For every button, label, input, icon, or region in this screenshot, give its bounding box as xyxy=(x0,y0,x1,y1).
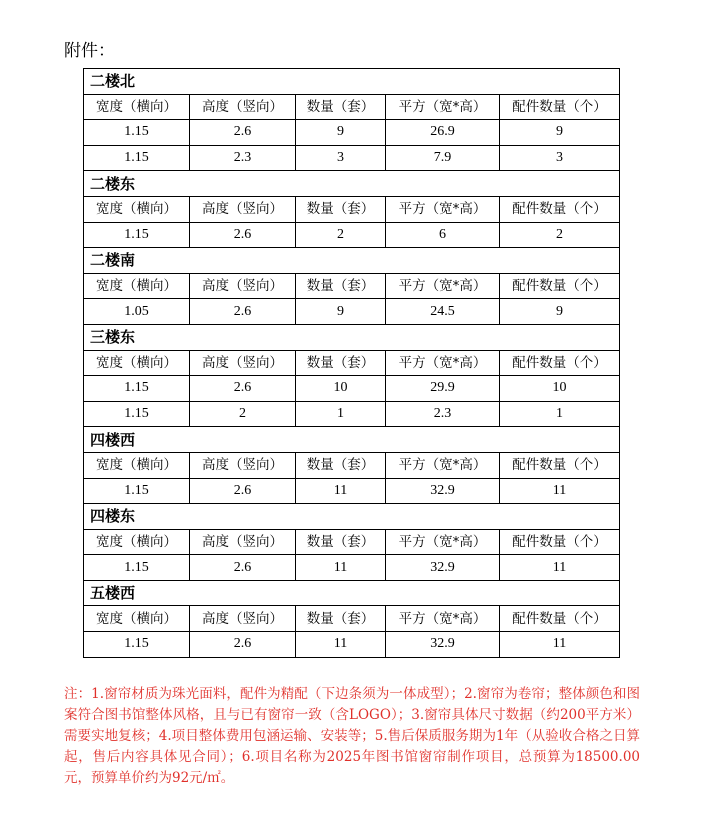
section-title: 四楼西 xyxy=(84,427,620,453)
section-row xyxy=(84,580,620,606)
table-row xyxy=(84,478,620,504)
table-row xyxy=(84,632,620,658)
section-row xyxy=(84,427,620,453)
table-cell: 1.15 xyxy=(84,401,190,427)
section-title: 二楼北 xyxy=(84,69,620,95)
table-cell: 11 xyxy=(500,478,620,504)
table-row xyxy=(84,222,620,248)
section-row xyxy=(84,248,620,274)
column-header-row xyxy=(84,529,620,555)
table-cell: 3 xyxy=(296,145,386,171)
column-header: 配件数量（个） xyxy=(500,350,620,376)
table-cell: 9 xyxy=(296,299,386,325)
table-cell: 9 xyxy=(296,120,386,146)
section-title: 五楼西 xyxy=(84,580,620,606)
table-cell: 2.6 xyxy=(190,478,296,504)
column-header: 平方（宽*高） xyxy=(386,529,500,555)
section-row xyxy=(84,171,620,197)
table-row xyxy=(84,401,620,427)
table-cell: 2.6 xyxy=(190,555,296,581)
attachment-label: 附件： xyxy=(64,41,115,61)
column-header: 数量（套） xyxy=(296,273,386,299)
column-header: 高度（竖向） xyxy=(190,196,296,222)
table-cell: 1.15 xyxy=(84,478,190,504)
section-title: 四楼东 xyxy=(84,504,620,530)
table-cell: 1.15 xyxy=(84,555,190,581)
column-header: 高度（竖向） xyxy=(190,529,296,555)
table-cell: 7.9 xyxy=(386,145,500,171)
table-cell: 10 xyxy=(500,376,620,402)
table-row xyxy=(84,376,620,402)
column-header: 数量（套） xyxy=(296,350,386,376)
section-row xyxy=(84,69,620,95)
column-header: 高度（竖向） xyxy=(190,350,296,376)
table-row xyxy=(84,555,620,581)
table-cell: 10 xyxy=(296,376,386,402)
column-header: 高度（竖向） xyxy=(190,606,296,632)
table-row xyxy=(84,120,620,146)
column-header: 配件数量（个） xyxy=(500,196,620,222)
table-cell: 2.3 xyxy=(190,145,296,171)
column-header: 宽度（横向） xyxy=(84,529,190,555)
section-title: 二楼东 xyxy=(84,171,620,197)
section-title: 二楼南 xyxy=(84,248,620,274)
table-cell: 11 xyxy=(500,632,620,658)
column-header: 宽度（横向） xyxy=(84,350,190,376)
table-cell: 2 xyxy=(296,222,386,248)
table-cell: 1 xyxy=(296,401,386,427)
table-cell: 1.15 xyxy=(84,632,190,658)
column-header: 平方（宽*高） xyxy=(386,273,500,299)
table-cell: 2.6 xyxy=(190,632,296,658)
table-cell: 1 xyxy=(500,401,620,427)
column-header: 数量（套） xyxy=(296,196,386,222)
column-header: 平方（宽*高） xyxy=(386,196,500,222)
column-header: 高度（竖向） xyxy=(190,273,296,299)
table-cell: 2.3 xyxy=(386,401,500,427)
column-header: 宽度（横向） xyxy=(84,94,190,120)
column-header-row xyxy=(84,196,620,222)
table-cell: 2 xyxy=(500,222,620,248)
column-header: 数量（套） xyxy=(296,529,386,555)
column-header: 配件数量（个） xyxy=(500,94,620,120)
table-cell: 11 xyxy=(296,632,386,658)
column-header: 宽度（横向） xyxy=(84,606,190,632)
table-row xyxy=(84,145,620,171)
table-cell: 11 xyxy=(500,555,620,581)
column-header: 宽度（横向） xyxy=(84,452,190,478)
table-cell: 32.9 xyxy=(386,555,500,581)
table-cell: 11 xyxy=(296,555,386,581)
section-row xyxy=(84,504,620,530)
column-header: 配件数量（个） xyxy=(500,452,620,478)
table-cell: 1.15 xyxy=(84,222,190,248)
column-header-row xyxy=(84,273,620,299)
curtain-spec-table xyxy=(83,68,620,658)
table-cell: 26.9 xyxy=(386,120,500,146)
column-header: 平方（宽*高） xyxy=(386,452,500,478)
column-header: 数量（套） xyxy=(296,452,386,478)
table-cell: 2.6 xyxy=(190,299,296,325)
table-cell: 2 xyxy=(190,401,296,427)
table-cell: 2.6 xyxy=(190,376,296,402)
column-header: 宽度（横向） xyxy=(84,273,190,299)
column-header-row xyxy=(84,350,620,376)
column-header: 高度（竖向） xyxy=(190,94,296,120)
column-header: 平方（宽*高） xyxy=(386,606,500,632)
column-header: 数量（套） xyxy=(296,606,386,632)
table-cell: 9 xyxy=(500,299,620,325)
table-cell: 1.15 xyxy=(84,120,190,146)
column-header: 数量（套） xyxy=(296,94,386,120)
table-cell: 2.6 xyxy=(190,120,296,146)
column-header: 平方（宽*高） xyxy=(386,94,500,120)
section-title: 三楼东 xyxy=(84,324,620,350)
table-cell: 3 xyxy=(500,145,620,171)
column-header: 配件数量（个） xyxy=(500,273,620,299)
table-cell: 1.05 xyxy=(84,299,190,325)
section-row xyxy=(84,324,620,350)
table-cell: 2.6 xyxy=(190,222,296,248)
column-header: 高度（竖向） xyxy=(190,452,296,478)
column-header: 配件数量（个） xyxy=(500,529,620,555)
table-cell: 29.9 xyxy=(386,376,500,402)
table-cell: 24.5 xyxy=(386,299,500,325)
column-header: 平方（宽*高） xyxy=(386,350,500,376)
table-cell: 9 xyxy=(500,120,620,146)
table-cell: 1.15 xyxy=(84,376,190,402)
table-cell: 1.15 xyxy=(84,145,190,171)
notes-paragraph: 注：1.窗帘材质为珠光面料，配件为精配（下边条须为一体成型）；2.窗帘为卷帘；整体颜色和图案符合图书馆整体风格，且与已有窗帘一致（含LOGO）；3.窗帘具体尺寸数据（约200平方米）需要实地复核；4.项目整体费用包涵运输、安装等；5.售后保质服务期为1年（从验收合格之日算起，售后内容具体见合同）；6.项目名称为2025年图书馆窗帘制作项目，总预算为18500.00元，预算单价约为92元/㎡。 xyxy=(64,686,640,786)
table-cell: 32.9 xyxy=(386,478,500,504)
table-cell: 11 xyxy=(296,478,386,504)
table-cell: 32.9 xyxy=(386,632,500,658)
table-cell: 6 xyxy=(386,222,500,248)
column-header-row xyxy=(84,606,620,632)
column-header: 宽度（横向） xyxy=(84,196,190,222)
column-header-row xyxy=(84,452,620,478)
column-header: 配件数量（个） xyxy=(500,606,620,632)
column-header-row xyxy=(84,94,620,120)
table-row xyxy=(84,299,620,325)
